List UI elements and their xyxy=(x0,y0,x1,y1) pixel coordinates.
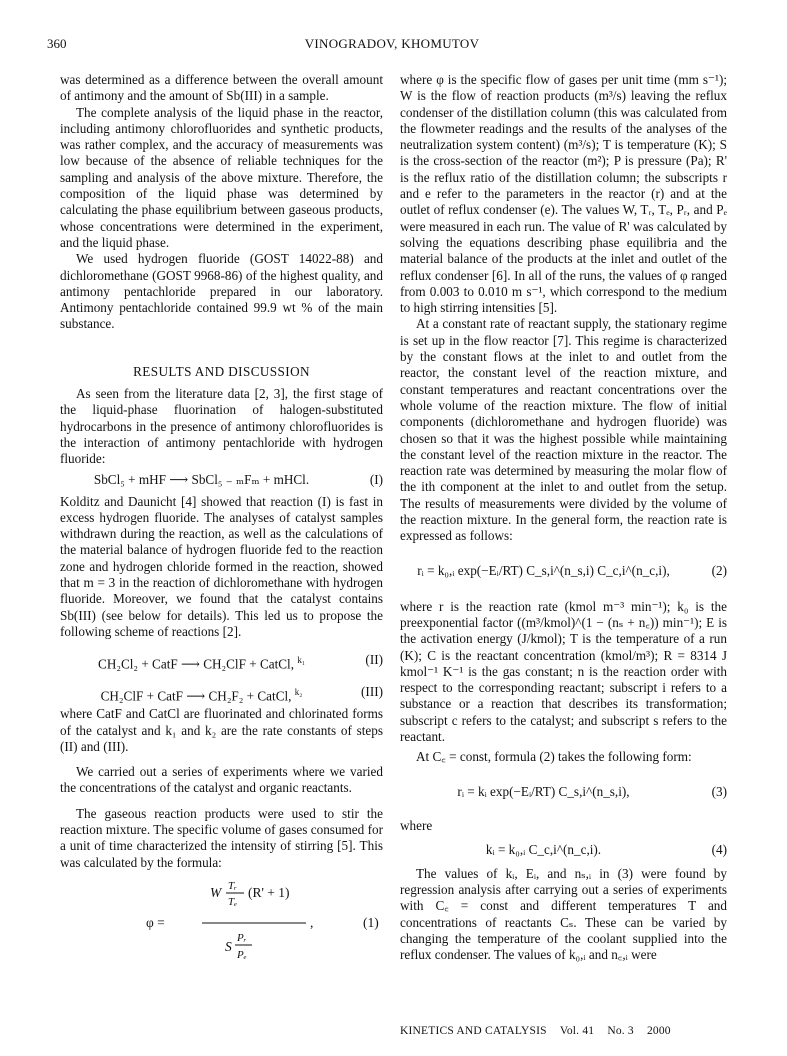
paragraph: As seen from the literature data [2, 3], the first stage of the liquid-phase fluorination of halogen-substituted hydrocarbons in the presence of antimony chlorofluorides is the interaction of antimony pentachloride with hydrogen fluoride: xyxy=(60,386,383,467)
temp-outlet: Tₑ xyxy=(228,895,238,908)
equation-2 xyxy=(400,545,727,599)
equation-I xyxy=(60,468,383,494)
area-symbol: S xyxy=(225,938,232,954)
equation-II xyxy=(60,640,383,680)
rate-constant-label: k₂ xyxy=(294,687,303,698)
equation-4 xyxy=(400,834,727,866)
equation-III xyxy=(60,680,383,706)
equation-number: (4) xyxy=(711,841,727,857)
page-footer xyxy=(400,1025,727,1037)
running-head: VINOGRADOV, KHOMUTOV xyxy=(304,36,480,51)
equation-body: kᵢ = k₀,ᵢ C_c,i^(n_c,i). xyxy=(485,841,602,857)
equation-1-graphic xyxy=(60,871,383,975)
equation-body: CH₂Cl₂ + CatF ⟶ CH₂ClF + CatCl, xyxy=(98,656,295,672)
page-header xyxy=(47,36,737,56)
paragraph: was determined as a difference between the overall amount of antimony and the amount of Sb(III) in a sample. xyxy=(60,72,383,104)
journal-year: 2000 xyxy=(646,1025,671,1037)
paragraph: At a constant rate of reactant supply, the stationary regime is set up in the flow reactor [7]. This regime is characterized by the constant flows at the inlet to and outlet from the reactor, the constant level of the reaction mixture, and constant temperatures and reactant concentrations over the whole volume of the reaction mixture. The flow of initial components (dichloromethane and hydrogen fluoride) was chosen so that it was the highest possible while maintaining the constant level of the reaction mixture in the reactor. The reaction rate was determined by measuring the molar flow of the ith component at the inlet to and outlet from the setup. The results of measurements were divided by the volume of the reaction mixture. In the general form, the reaction rate is expressed as follows: xyxy=(400,316,727,544)
journal-name: KINETICS AND CATALYSIS xyxy=(400,1025,547,1037)
equation-1 xyxy=(60,871,383,975)
equation-3 xyxy=(400,766,727,818)
equation-number: (I) xyxy=(369,471,383,487)
reflux-term: (R' + 1) xyxy=(248,884,290,900)
journal-volume: Vol. 41 xyxy=(559,1025,595,1037)
right-column xyxy=(400,72,727,964)
temp-reactor: Tᵣ xyxy=(228,879,237,892)
paragraph: At C꜀ = const, formula (2) takes the following form: xyxy=(416,749,692,765)
paragraph: where CatF and CatCl are fluorinated and chlorinated forms of the catalyst and k₁ and k₂ are the rate constants of steps (II) and (III). xyxy=(60,706,383,754)
left-column xyxy=(60,72,383,975)
flow-symbol: W xyxy=(210,884,222,900)
equation-body: SbCl₅ + mHF ⟶ SbCl₅ ₋ ₘFₘ + mHCl. xyxy=(93,471,310,487)
section-title: RESULTS AND DISCUSSION xyxy=(133,363,310,379)
equation-number: (II) xyxy=(365,652,383,668)
equation-body: rᵢ = k₀,ᵢ exp(−Eᵢ/RT) C_s,i^(n_s,i) C_c,i^(n_c,i), xyxy=(417,562,670,578)
paragraph: where r is the reaction rate (kmol m⁻³ min⁻¹); k₀ is the preexponential factor ((m³/kmol)^(1 − (nₛ + n꜀)) min⁻¹); E is the activation energy (J/kmol); T is the temperature of a run (K); C is the reactant concentration (kmol/m³); R = 8314 J kmol⁻¹ K⁻¹ is the gas constant; n is the reaction order with respect to the corresponding reactant; subscript i refers to a substance or a reaction that describes its transformation; subscript c refers to the catalyst; and subscript s refers to the reactant. xyxy=(400,598,727,744)
paragraph: where φ is the specific flow of gases per unit time (mm s⁻¹); W is the flow of reaction products (m³/s) leaving the reflux condenser of the distillation column (this was calculated from the flowmeter readings and the results of the analyses of the neutralization system content) (m³/s); T is temperature (K); S is the cross-section of the reactor (m²); P is pressure (Pa); R' is the reflux ratio of the distillation column; the subscripts r and e refer to the parameters in the reactor (r) and at the outlet of reflux condenser (e). The values W, Tᵣ, Tₑ, Pᵣ, and Pₑ were measured in each run. The value of R' was calculated by solving the equations describing phase equilibria and the material balance of the products at the inlet and outlet of the reflux condenser [6]. In all of the runs, the values of φ ranged from 0.003 to 0.010 m s⁻¹, which correspond to the medium to high stirring intensities [5]. xyxy=(400,72,727,316)
paragraph: Kolditz and Daunicht [4] showed that reaction (I) is fast in excess hydrogen fluoride. The analyses of catalyst samples withdrawn during the reaction, as well as the calculations of the material balance of hydrogen fluoride fed to the reaction zone and hydrogen chloride formed in the reaction, showed that m = 3 in the reaction of dichloromethane with hydrogen fluoride. Moreover, we found that the catalyst contains Sb(III) (see below for details). This led us to propose the following scheme of reactions [2]. xyxy=(60,493,383,639)
pressure-outlet: Pₑ xyxy=(237,948,247,961)
equation-body: rᵢ = kᵢ exp(−Eᵢ/RT) C_s,i^(n_s,i), xyxy=(457,783,630,799)
paragraph: We used hydrogen fluoride (GOST 14022-88) and dichloromethane (GOST 9968-86) of the highest quality, and antimony pentachloride prepared in our laboratory. Antimony pentachloride contained 99.9 wt % of the main substance. xyxy=(60,251,383,332)
paragraph: The gaseous reaction products were used to stir the reaction mixture. The specific volume of gases consumed for a unit of time characterized the intensity of stirring [5]. This was calculated by the formula: xyxy=(60,805,383,870)
equation-number: (3) xyxy=(711,783,727,799)
equation-number: (2) xyxy=(711,562,727,578)
equation-body: CH₂ClF + CatF ⟶ CH₂F₂ + CatCl, xyxy=(100,688,292,704)
page-number: 360 xyxy=(47,36,67,51)
pressure-reactor: Pᵣ xyxy=(237,931,247,944)
paragraph: The complete analysis of the liquid phase in the reactor, including antimony chlorofluorides and synthetic products, was rather complex, and the accuracy of measurements was low because of the absence of reliable techniques for the sampling and analysis of the above mixture. Therefore, the composition of the liquid phase was determined by calculating the phase equilibrium between gaseous products, whose concentrations were determined in the experiment, and the liquid phase. xyxy=(60,104,383,250)
where-label: where xyxy=(400,817,433,833)
phi-symbol: φ = xyxy=(146,914,165,930)
journal-number: No. 3 xyxy=(607,1025,634,1037)
equation-number: (III) xyxy=(361,684,383,700)
paragraph: We carried out a series of experiments where we varied the concentrations of the catalyst and organic reactants. xyxy=(60,764,383,796)
rate-constant-label: k₁ xyxy=(297,655,305,666)
paragraph: The values of kᵢ, Eᵢ, and nₛ,ᵢ in (3) were found by regression analysis after carrying out a series of experiments with C꜀ = const and different temperatures T and concentrations of reactants Cₛ. These can be varied by changing the temperature of the coolant supplied into the reflux condenser. The values of k₀,ᵢ and n꜀,ᵢ were xyxy=(400,865,727,963)
equation-number: (1) xyxy=(363,914,379,930)
comma: , xyxy=(310,914,314,930)
